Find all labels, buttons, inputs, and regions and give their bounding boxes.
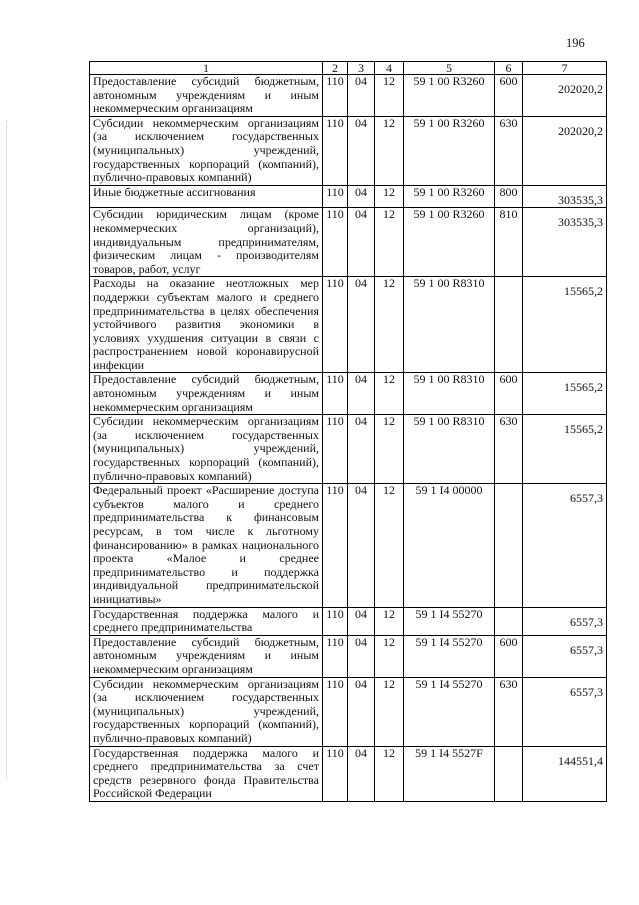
row-amount-cell	[523, 415, 607, 484]
row-name-cell: Предоставление субсидий бюджетным, автономным учреждениям и иным некоммерческим организациям	[90, 635, 323, 677]
row-code-5-cell: 59 1 I4 55270	[404, 635, 495, 677]
row-code-2-cell: 110	[323, 116, 348, 185]
amount-value: 15565,2	[564, 284, 603, 299]
row-code-3-cell: 04	[348, 373, 375, 415]
amount-value: 6557,3	[570, 491, 603, 506]
table-row	[90, 607, 607, 635]
amount-value: 303535,3	[558, 215, 603, 230]
budget-table	[89, 61, 607, 802]
row-code-6-cell: 800	[495, 185, 523, 208]
row-code-5-cell: 59 1 00 R3260	[404, 116, 495, 185]
column-header-7: 7	[523, 62, 607, 75]
row-code-6-cell	[495, 277, 523, 373]
row-amount-cell	[523, 208, 607, 277]
row-name-cell: Субсидии юридическим лицам (кроме некоммерческих организаций), индивидуальным предпринимателям, физическим лицам - производителям товаров, работ, услуг	[90, 208, 323, 277]
row-code-5-cell: 59 1 I4 55270	[404, 607, 495, 635]
row-code-6-cell: 630	[495, 116, 523, 185]
row-code-2-cell: 110	[323, 607, 348, 635]
row-code-6-cell: 630	[495, 677, 523, 746]
amount-value: 6557,3	[570, 684, 603, 699]
row-amount-cell	[523, 677, 607, 746]
row-code-3-cell: 04	[348, 277, 375, 373]
table-row	[90, 116, 607, 185]
row-code-2-cell: 110	[323, 277, 348, 373]
amount-value: 15565,2	[564, 380, 603, 395]
row-code-6-cell: 600	[495, 75, 523, 117]
row-name-cell: Иные бюджетные ассигнования	[90, 185, 323, 208]
row-code-5-cell: 59 1 00 R3260	[404, 185, 495, 208]
column-header-5: 5	[404, 62, 495, 75]
row-code-4-cell: 12	[375, 607, 404, 635]
row-name-cell: Предоставление субсидий бюджетным, автономным учреждениям и иным некоммерческим организациям	[90, 373, 323, 415]
row-code-5-cell: 59 1 00 R8310	[404, 415, 495, 484]
table-row	[90, 415, 607, 484]
row-code-4-cell: 12	[375, 373, 404, 415]
table-row	[90, 208, 607, 277]
row-code-5-cell: 59 1 00 R8310	[404, 373, 495, 415]
column-header-6: 6	[495, 62, 523, 75]
row-code-3-cell: 04	[348, 116, 375, 185]
row-code-3-cell: 04	[348, 185, 375, 208]
amount-value: 6557,3	[570, 614, 603, 629]
row-code-4-cell: 12	[375, 415, 404, 484]
row-code-2-cell: 110	[323, 484, 348, 607]
amount-value: 202020,2	[558, 123, 603, 138]
row-code-5-cell: 59 1 00 R8310	[404, 277, 495, 373]
row-code-5-cell: 59 1 00 R3260	[404, 208, 495, 277]
amount-value: 15565,2	[564, 422, 603, 437]
row-code-3-cell: 04	[348, 635, 375, 677]
row-amount-cell	[523, 484, 607, 607]
row-code-4-cell: 12	[375, 116, 404, 185]
row-code-6-cell	[495, 607, 523, 635]
row-code-3-cell: 04	[348, 484, 375, 607]
row-amount-cell	[523, 277, 607, 373]
row-code-6-cell	[495, 746, 523, 801]
table-row	[90, 635, 607, 677]
row-code-2-cell: 110	[323, 373, 348, 415]
column-header-2: 2	[323, 62, 348, 75]
row-name-cell: Субсидии некоммерческим организациям (за исключением государственных (муниципальных) учреждений, государственных корпораций (компаний), публично-правовых компаний)	[90, 415, 323, 484]
row-code-4-cell: 12	[375, 277, 404, 373]
column-header-3: 3	[348, 62, 375, 75]
row-code-3-cell: 04	[348, 677, 375, 746]
table-row	[90, 484, 607, 607]
amount-value: 6557,3	[570, 642, 603, 657]
table-row	[90, 277, 607, 373]
row-code-5-cell: 59 1 I4 00000	[404, 484, 495, 607]
row-code-2-cell: 110	[323, 635, 348, 677]
amount-value: 144551,4	[558, 753, 603, 768]
row-code-6-cell: 600	[495, 373, 523, 415]
row-code-6-cell: 630	[495, 415, 523, 484]
row-name-cell: Федеральный проект «Расширение доступа субъектов малого и среднего предпринимательства к финансовым ресурсам, в том числе к льготному финансированию» в рамках национального проекта «Малое и среднее предпринимательство и поддержка индивидуальной предпринимательской инициативы»	[90, 484, 323, 607]
row-code-4-cell: 12	[375, 208, 404, 277]
amount-value: 202020,2	[558, 82, 603, 96]
row-name-cell: Государственная поддержка малого и среднего предпринимательства за счет средств резервного фонда Правительства Российской Федерации	[90, 746, 323, 801]
scan-edge-marks	[6, 120, 9, 780]
row-amount-cell	[523, 185, 607, 208]
row-code-3-cell: 04	[348, 746, 375, 801]
row-code-4-cell: 12	[375, 75, 404, 117]
row-code-5-cell: 59 1 00 R3260	[404, 75, 495, 117]
row-code-2-cell: 110	[323, 208, 348, 277]
row-name-cell: Расходы на оказание неотложных мер поддержки субъектам малого и среднего предпринимательства в целях обеспечения устойчивого развития экономики в условиях ухудшения ситуации в связи с распространением новой коронавирусной инфекции	[90, 277, 323, 373]
table-row	[90, 75, 607, 117]
row-code-5-cell: 59 1 I4 55270	[404, 677, 495, 746]
table-row	[90, 746, 607, 801]
row-code-2-cell: 110	[323, 677, 348, 746]
row-code-2-cell: 110	[323, 415, 348, 484]
table-row	[90, 373, 607, 415]
column-header-4: 4	[375, 62, 404, 75]
row-code-2-cell: 110	[323, 185, 348, 208]
row-code-3-cell: 04	[348, 208, 375, 277]
page-number: 196	[566, 36, 585, 50]
row-code-4-cell: 12	[375, 677, 404, 746]
row-name-cell: Предоставление субсидий бюджетным, автономным учреждениям и иным некоммерческим организациям	[90, 75, 323, 117]
row-code-4-cell: 12	[375, 484, 404, 607]
row-code-4-cell: 12	[375, 746, 404, 801]
row-code-4-cell: 12	[375, 185, 404, 208]
row-name-cell: Субсидии некоммерческим организациям (за исключением государственных (муниципальных) учреждений, государственных корпораций (компаний), публично-правовых компаний)	[90, 677, 323, 746]
row-amount-cell	[523, 607, 607, 635]
table-row	[90, 677, 607, 746]
row-code-4-cell: 12	[375, 635, 404, 677]
table-body	[90, 75, 607, 802]
row-code-3-cell: 04	[348, 607, 375, 635]
column-header-1: 1	[90, 62, 323, 75]
row-name-cell: Государственная поддержка малого и среднего предпринимательства	[90, 607, 323, 635]
amount-value: 303535,3	[558, 192, 603, 207]
row-amount-cell	[523, 116, 607, 185]
table-header-row	[90, 62, 607, 75]
row-amount-cell	[523, 746, 607, 801]
row-name-cell: Субсидии некоммерческим организациям (за исключением государственных (муниципальных) учреждений, государственных корпораций (компаний), публично-правовых компаний)	[90, 116, 323, 185]
row-amount-cell	[523, 373, 607, 415]
row-code-6-cell: 810	[495, 208, 523, 277]
row-amount-cell	[523, 75, 607, 117]
row-code-6-cell	[495, 484, 523, 607]
table-row	[90, 185, 607, 208]
row-code-5-cell: 59 1 I4 5527F	[404, 746, 495, 801]
row-code-2-cell: 110	[323, 75, 348, 117]
row-code-3-cell: 04	[348, 415, 375, 484]
row-code-3-cell: 04	[348, 75, 375, 117]
row-code-2-cell: 110	[323, 746, 348, 801]
row-code-6-cell: 600	[495, 635, 523, 677]
row-amount-cell	[523, 635, 607, 677]
